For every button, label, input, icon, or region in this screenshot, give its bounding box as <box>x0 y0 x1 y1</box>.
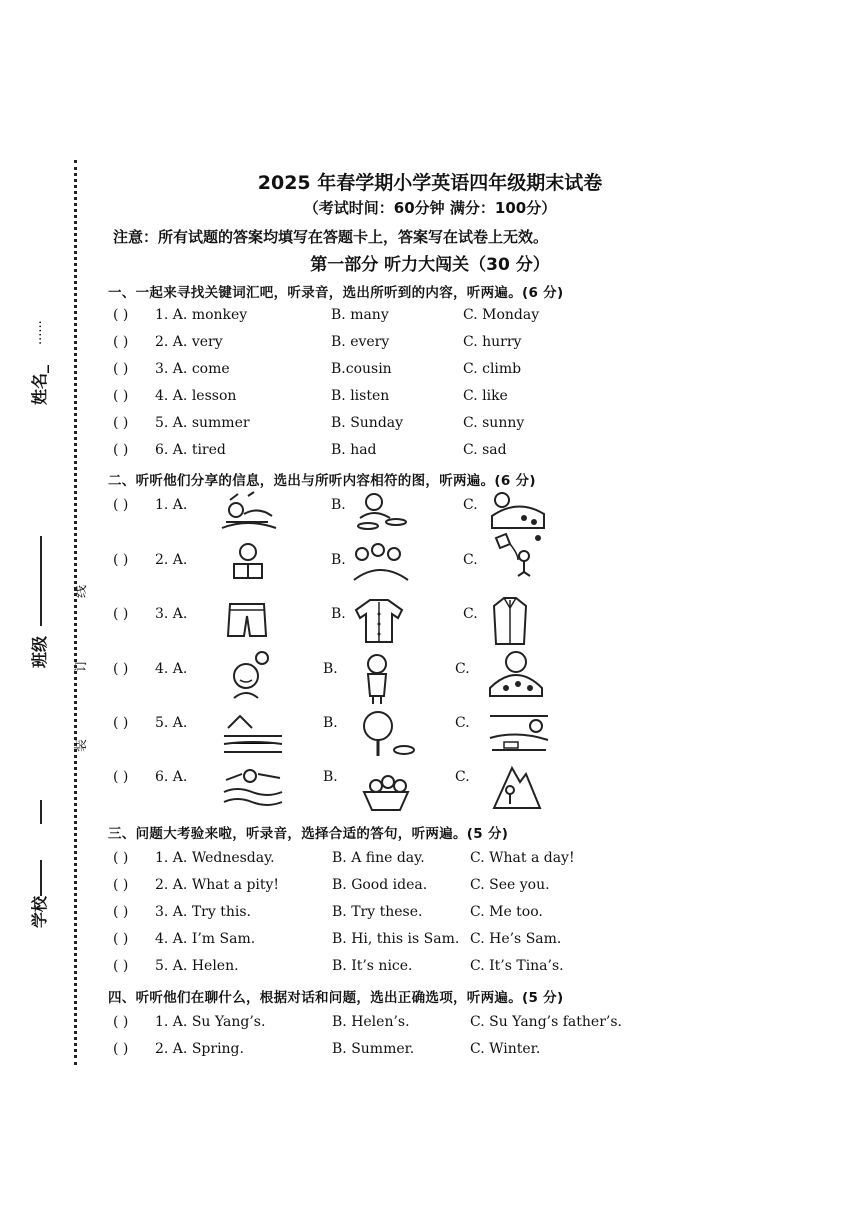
climbing-mountain-picture[interactable] <box>490 760 542 812</box>
answer-blank[interactable]: ( ) <box>113 661 129 677</box>
kite-flying-picture[interactable] <box>488 530 550 574</box>
option-a: 3. A. Try this. <box>155 904 251 920</box>
option-b: B. listen <box>331 388 390 404</box>
option-b: B. <box>331 552 346 568</box>
option-a: 5. A. <box>155 715 188 731</box>
option-a: 1. A. Wednesday. <box>155 850 275 866</box>
option-a: 3. A. <box>155 606 188 622</box>
option-b: B. <box>331 497 346 513</box>
reading-boy-picture[interactable] <box>218 540 280 584</box>
s3-question-2 <box>113 877 833 899</box>
fruit-basket-picture[interactable] <box>358 772 420 812</box>
answer-blank[interactable]: ( ) <box>113 850 129 866</box>
option-b: B. Summer. <box>332 1041 415 1057</box>
answer-blank[interactable]: ( ) <box>113 877 129 893</box>
s1-question-2 <box>113 334 833 356</box>
girl-thinking-picture[interactable] <box>226 648 272 700</box>
option-c: C. See you. <box>470 877 550 893</box>
option-c: C. sunny <box>463 415 525 431</box>
option-c: C. <box>463 606 478 622</box>
section4-heading: 四、听听他们在聊什么，根据对话和问题，选出正确选项，听两遍。(5 分) <box>108 990 564 1006</box>
option-b: B. had <box>331 442 377 458</box>
option-c: C. He’s Sam. <box>470 931 562 947</box>
class-blank-line <box>40 536 42 626</box>
group-of-children-picture[interactable] <box>350 540 412 584</box>
option-a: 4. A. <box>155 661 188 677</box>
s1-question-1 <box>113 307 833 329</box>
answer-blank[interactable]: ( ) <box>113 769 129 785</box>
option-b: B. A fine day. <box>332 850 425 866</box>
playing-children-picture[interactable] <box>488 488 550 532</box>
sick-girl-in-bed-picture[interactable] <box>486 648 544 700</box>
option-a: 2. A. very <box>155 334 223 350</box>
option-a: 6. A. <box>155 769 188 785</box>
option-c: C. Me too. <box>470 904 543 920</box>
option-b: B. <box>323 661 338 677</box>
answer-blank[interactable]: ( ) <box>113 388 129 404</box>
option-b: B. Helen’s. <box>332 1014 410 1030</box>
option-a: 3. A. come <box>155 361 230 377</box>
section1-heading: 一、一起来寻找关键词汇吧，听录音，选出所听到的内容，听两遍。(6 分) <box>108 285 564 301</box>
exam-title: 2025 年春学期小学英语四年级期末试卷 <box>257 172 603 194</box>
name-dots: ...... <box>30 320 45 345</box>
option-b: B. Good idea. <box>332 877 428 893</box>
river-scene-picture[interactable] <box>222 710 284 756</box>
shorts-picture[interactable] <box>224 600 270 644</box>
option-b: B. Try these. <box>332 904 423 920</box>
option-b: B. every <box>331 334 390 350</box>
sleeping-girl-picture[interactable] <box>218 488 280 532</box>
option-c: C. <box>455 715 470 731</box>
part1-heading: 第一部分 听力大闯关（30 分） <box>310 255 550 275</box>
eating-boy-picture[interactable] <box>350 488 412 532</box>
s2-question-3 <box>113 606 833 628</box>
binding-zhuang: 装 <box>74 738 89 752</box>
option-c: C. Winter. <box>470 1041 541 1057</box>
option-c: C. <box>455 769 470 785</box>
option-a: 5. A. summer <box>155 415 250 431</box>
s4-question-1 <box>113 1014 833 1036</box>
option-c: C. like <box>463 388 508 404</box>
answer-blank[interactable]: ( ) <box>113 958 129 974</box>
s1-question-5 <box>113 415 833 437</box>
school-blank-line <box>40 860 42 896</box>
s3-question-1 <box>113 850 833 872</box>
mark-line <box>40 800 42 824</box>
answer-blank[interactable]: ( ) <box>113 307 129 323</box>
exam-subtitle: （考试时间：60分钟 满分：100分） <box>303 199 557 217</box>
section2-heading: 二、听听他们分享的信息，选出与所听内容相符的图，听两遍。(6 分) <box>108 473 536 489</box>
option-c: C. hurry <box>463 334 522 350</box>
option-c: C. <box>455 661 470 677</box>
notice-text: 注意：所有试题的答案均填写在答题卡上，答案写在试卷上无效。 <box>113 228 549 246</box>
option-a: 4. A. lesson <box>155 388 237 404</box>
school-label: 学校 <box>30 895 49 928</box>
answer-blank[interactable]: ( ) <box>113 931 129 947</box>
option-c: C. Monday <box>463 307 540 323</box>
swimming-picture[interactable] <box>222 762 284 810</box>
answer-blank[interactable]: ( ) <box>113 361 129 377</box>
option-b: B. Hi, this is Sam. <box>332 931 460 947</box>
option-b: B. <box>323 715 338 731</box>
s2-question-4 <box>113 661 833 683</box>
binding-ding: 订 <box>74 658 89 672</box>
option-b: B. <box>323 769 338 785</box>
answer-blank[interactable]: ( ) <box>113 552 129 568</box>
option-c: C. <box>463 552 478 568</box>
option-b: B.cousin <box>331 361 392 377</box>
option-c: C. climb <box>463 361 522 377</box>
answer-blank[interactable]: ( ) <box>113 497 129 513</box>
s2-question-5 <box>113 715 833 737</box>
answer-blank[interactable]: ( ) <box>113 715 129 731</box>
tree-picture[interactable] <box>354 708 416 758</box>
answer-blank[interactable]: ( ) <box>113 904 129 920</box>
option-a: 2. A. What a pity! <box>155 877 280 893</box>
s1-question-3 <box>113 361 833 383</box>
name-label: 姓名_ <box>30 364 49 405</box>
answer-blank[interactable]: ( ) <box>113 606 129 622</box>
option-b: B. <box>331 606 346 622</box>
girl-standing-picture[interactable] <box>362 652 392 706</box>
option-b: B. Sunday <box>331 415 404 431</box>
option-a: 1. A. monkey <box>155 307 248 323</box>
class-label: 班级 <box>30 635 49 668</box>
lake-park-picture[interactable] <box>488 708 550 756</box>
s3-question-4 <box>113 931 833 953</box>
option-c: C. What a day! <box>470 850 575 866</box>
shirt-picture[interactable] <box>352 596 406 646</box>
option-c: C. sad <box>463 442 507 458</box>
answer-blank[interactable]: ( ) <box>113 415 129 431</box>
option-c: C. <box>463 497 478 513</box>
binding-xian: 线 <box>74 584 89 598</box>
option-b: B. many <box>331 307 389 323</box>
option-a: 5. A. Helen. <box>155 958 239 974</box>
option-a: 2. A. Spring. <box>155 1041 244 1057</box>
answer-blank[interactable]: ( ) <box>113 1041 129 1057</box>
s1-question-4 <box>113 388 833 410</box>
coat-picture[interactable] <box>490 594 530 648</box>
s3-question-5 <box>113 958 833 980</box>
s2-question-6 <box>113 769 833 791</box>
s4-question-2 <box>113 1041 833 1063</box>
section3-heading: 三、问题大考验来啦，听录音，选择合适的答句，听两遍。(5 分) <box>108 826 509 842</box>
option-b: B. It’s nice. <box>332 958 413 974</box>
answer-blank[interactable]: ( ) <box>113 334 129 350</box>
s3-question-3 <box>113 904 833 926</box>
answer-blank[interactable]: ( ) <box>113 1014 129 1030</box>
binding-dotted-line <box>74 160 77 1065</box>
option-c: C. Su Yang’s father’s. <box>470 1014 622 1030</box>
option-c: C. It’s Tina’s. <box>470 958 564 974</box>
option-a: 1. A. Su Yang’s. <box>155 1014 266 1030</box>
option-a: 4. A. I’m Sam. <box>155 931 256 947</box>
option-a: 6. A. tired <box>155 442 226 458</box>
option-a: 2. A. <box>155 552 188 568</box>
answer-blank[interactable]: ( ) <box>113 442 129 458</box>
s1-question-6 <box>113 442 833 464</box>
option-a: 1. A. <box>155 497 188 513</box>
